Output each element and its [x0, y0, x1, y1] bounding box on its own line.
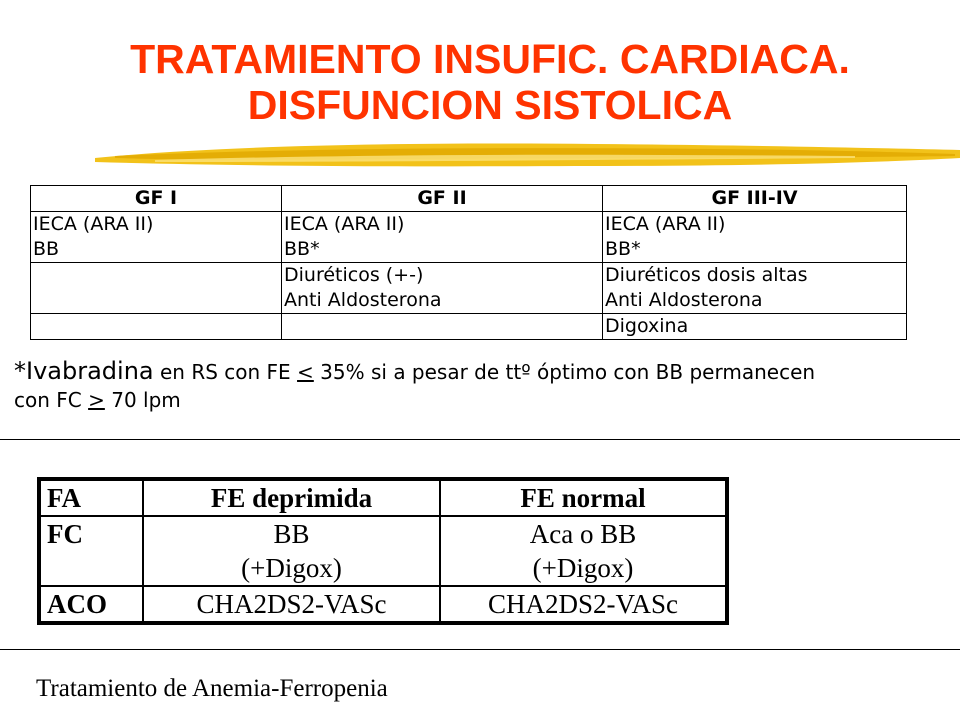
table-cell — [143, 586, 440, 622]
row-label-fc: FC — [40, 516, 143, 586]
note-greater-than: > — [88, 388, 105, 412]
cell-line: (+Digox) — [241, 553, 342, 583]
note-less-than: < — [297, 360, 314, 384]
cell-line: CHA2DS2-VASc — [196, 589, 387, 619]
header-gf-2: GF II — [282, 186, 603, 212]
cell-line: BB* — [284, 238, 320, 260]
slide-title — [40, 36, 940, 128]
decorative-brush-stroke — [95, 136, 960, 176]
note-text: 35% si a pesar de ttº óptimo con BB permanecen — [313, 360, 816, 384]
cell-line: BB — [33, 238, 60, 260]
cell-line: Digoxina — [605, 315, 689, 337]
note-text: con FC — [14, 388, 89, 412]
ivabradina-note — [14, 357, 954, 414]
cell-line: BB* — [605, 238, 641, 260]
gf-treatment-table — [30, 185, 907, 340]
title-line-2: DISFUNCION SISTOLICA — [247, 82, 733, 128]
cell-line: IECA (ARA II) — [284, 213, 405, 235]
table-cell — [440, 586, 726, 622]
table-cell — [143, 516, 440, 586]
table-cell — [603, 212, 907, 263]
table-cell — [282, 212, 603, 263]
fa-treatment-table — [39, 479, 727, 623]
table-row — [31, 212, 907, 263]
cell-line: IECA (ARA II) — [605, 213, 726, 235]
title-line-1: TRATAMIENTO INSUFIC. CARDIACA. — [130, 36, 850, 82]
cell-line: IECA (ARA II) — [33, 213, 154, 235]
header-fa: FA — [40, 480, 143, 516]
table-row — [31, 314, 907, 340]
table-cell — [282, 263, 603, 314]
header-fe-normal: FE normal — [440, 480, 726, 516]
note-line-2 — [14, 386, 954, 414]
footer-text: Tratamiento de Anemia-Ferropenia — [36, 675, 388, 702]
table-header-row — [31, 186, 907, 212]
table-row — [40, 586, 726, 622]
note-line-1 — [14, 357, 954, 386]
header-gf-3: GF III-IV — [603, 186, 907, 212]
table-cell-empty — [31, 314, 282, 340]
table-cell-empty — [31, 263, 282, 314]
cell-line: (+Digox) — [532, 553, 634, 583]
header-fe-deprimida: FE deprimida — [143, 480, 440, 516]
note-asterisk: * — [14, 357, 26, 385]
table-cell-empty — [282, 314, 603, 340]
table-header-row — [40, 480, 726, 516]
divider-line — [0, 649, 960, 650]
cell-line: Anti Aldosterona — [605, 289, 763, 311]
cell-line: BB — [273, 519, 310, 549]
cell-line: Diuréticos (+-) — [284, 264, 424, 286]
row-label-aco: ACO — [40, 586, 143, 622]
header-gf-1: GF I — [31, 186, 282, 212]
cell-line: Diuréticos dosis altas — [605, 264, 808, 286]
cell-line: Anti Aldosterona — [284, 289, 442, 311]
note-text: 70 lpm — [104, 388, 181, 412]
table-cell — [440, 516, 726, 586]
table-cell — [31, 212, 282, 263]
cell-line: CHA2DS2-VASc — [487, 589, 679, 619]
note-text: en RS con FE — [153, 360, 298, 384]
cell-line: Aca o BB — [529, 519, 637, 549]
note-ivabradina: Ivabradina — [26, 357, 154, 385]
table-cell — [603, 314, 907, 340]
divider-line — [0, 439, 960, 440]
table-row — [31, 263, 907, 314]
table-cell — [603, 263, 907, 314]
table-row — [40, 516, 726, 586]
